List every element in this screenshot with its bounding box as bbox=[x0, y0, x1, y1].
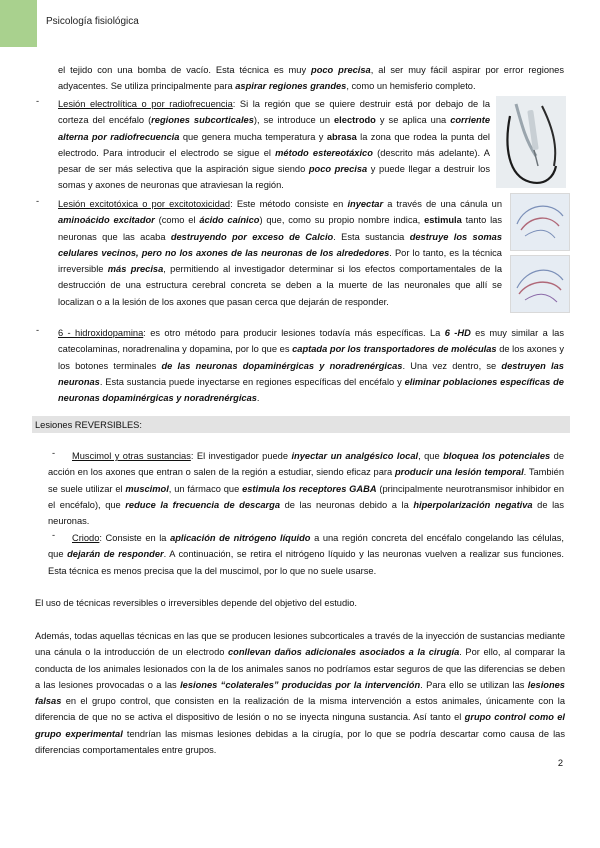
hidroxidopamina-label: 6 - hidroxidopamina bbox=[58, 328, 144, 338]
criodo-label: Criodo bbox=[72, 533, 100, 543]
bullet-dash: - bbox=[52, 448, 56, 458]
header-title: Psicología fisiológica bbox=[46, 16, 139, 27]
lesion-electrolitica-label: Lesión electrolítica o por radiofrecuencia bbox=[58, 99, 233, 109]
section-title-reversibles: Lesiones REVERSIBLES: bbox=[35, 420, 142, 430]
criodo-paragraph: Criodo: Consiste en la aplicación de nitrógeno líquido a una región concreta del encéfalo congelando las células, que dejarán de responder. A continuación, se retira el nitrógeno líquido y las neuronas vuelven a realizar sus funciones. Esta técnica es menos precisa que la del muscimol, por lo que no suele usarse. bbox=[48, 533, 564, 576]
header-accent-block bbox=[0, 0, 37, 47]
brain-section-image-top bbox=[510, 193, 570, 251]
objetivo-paragraph: El uso de técnicas reversibles o irreversibles depende del objetivo del estudio. bbox=[35, 598, 357, 608]
muscimol-label: Muscimol y otras sustancias bbox=[72, 451, 191, 461]
bullet-dash: - bbox=[36, 325, 40, 335]
electrode-image bbox=[496, 96, 566, 188]
page-number: 2 bbox=[557, 758, 563, 768]
lesion-excitotoxica-label: Lesión excitotóxica o por excitotoxicidad bbox=[58, 199, 231, 209]
hidroxidopamina-paragraph: 6 - hidroxidopamina: es otro método para producir lesiones todavía más específicas. La 6 -HD es muy similar a las catecolaminas, noradrenalina y dopamina, por lo que es captada por los transportadores de moléculas de los axones y los botones terminales de las neuronas dopaminérgicas y noradrenérgicas. Una vez dentro, se destruyen las neuronas. Esta sustancia puede inyectarse en regiones específicas del encéfalo y eliminar poblaciones específicas de neuronas dopaminérgicas y noradrenérgicas. bbox=[58, 328, 565, 404]
final-paragraph: Además, todas aquellas técnicas en las que se producen lesiones subcorticales a través de la inyección de sustancias mediante una cánula o la introducción de un electrodo conllevan daños adicionales asociados a la cirugía. Por ello, al comparar la conducta de los animales lesionados con la de los animales sanos no podríamos estar seguros de que las diferencias se deben a las lesiones provocadas o a las lesiones “colaterales” producidas por la intervención. Para ello se utilizan las lesiones falsas en el grupo control, que consisten en la realización de la misma intervención a estos animales, únicamente con la diferencia de que no se activa el dispositivo de lesión o no se inyecta ninguna sustancia. Así tanto el grupo control como el grupo experimental tendrían las mismas lesiones debidas a la cirugía, por lo que se podría descartar como causa de las diferencias comportamentales entre grupos. bbox=[35, 631, 566, 756]
intro-paragraph: el tejido con una bomba de vacío. Esta técnica es muy poco precisa, al ser muy fácil aspirar por error regiones adyacentes. Se utiliza principalmente para aspirar regiones grandes, como un hemisferio completo. bbox=[58, 65, 565, 92]
muscimol-paragraph: Muscimol y otras sustancias: El investigador puede inyectar un analgésico local, que bloquea los potenciales de acción en los axones que entran o salen de la región a estudiar, siendo eficaz para producir una lesión temporal. También se suele utilizar el muscimol, un fármaco que estimula los receptores GABA (principalmente neurotransmisor inhibidor en el encéfalo), que reduce la frecuencia de descarga de las neuronas debido a la hiperpolarización negativa de las neuronas. bbox=[48, 451, 565, 527]
brain-section-image-bottom bbox=[510, 255, 570, 313]
bullet-dash: - bbox=[36, 196, 40, 206]
bullet-dash: - bbox=[52, 530, 56, 540]
lesion-excitotoxica-paragraph: Lesión excitotóxica o por excitotoxicidad: Este método consiste en inyectar a través de una cánula un aminoácido excitador (como el ácido caínico) que, como su propio nombre indica, estimula tanto las neuronas que las acaba destruyendo por exceso de Calcio. Esta sustancia destruye los somas celulares vecinos, pero no los axones de las neuronas de los alrededores. Por lo tanto, es la técnica irreversible más precisa, permitiendo al investigador determinar si los efectos comportamentales de la destrucción de una estructura cerebral concreta se deben a la muerte de las neuronales que allí se localizan o a la lesión de los axones que pasan cerca que dejarán de responder. bbox=[58, 199, 503, 307]
page-header bbox=[0, 0, 600, 48]
lesion-electrolitica-paragraph: Lesión electrolítica o por radiofrecuencia: Si la región que se quiere destruir está por debajo de la corteza del encéfalo (regiones subcorticales), se introduce un electrodo y se aplica una corriente alterna por radiofrecuencia que genera mucha temperatura y abrasa la zona que rodea la punta del electrodo. Para introducir el electrodo se sigue el método estereotáxico (descrito más adelante). A pesar de ser más selectiva que la aspiración sigue siendo poco precisa y puede llegar a destruir los somas y axones de neuronas que atraviesan la región. bbox=[58, 99, 491, 191]
bullet-dash: - bbox=[36, 96, 40, 106]
